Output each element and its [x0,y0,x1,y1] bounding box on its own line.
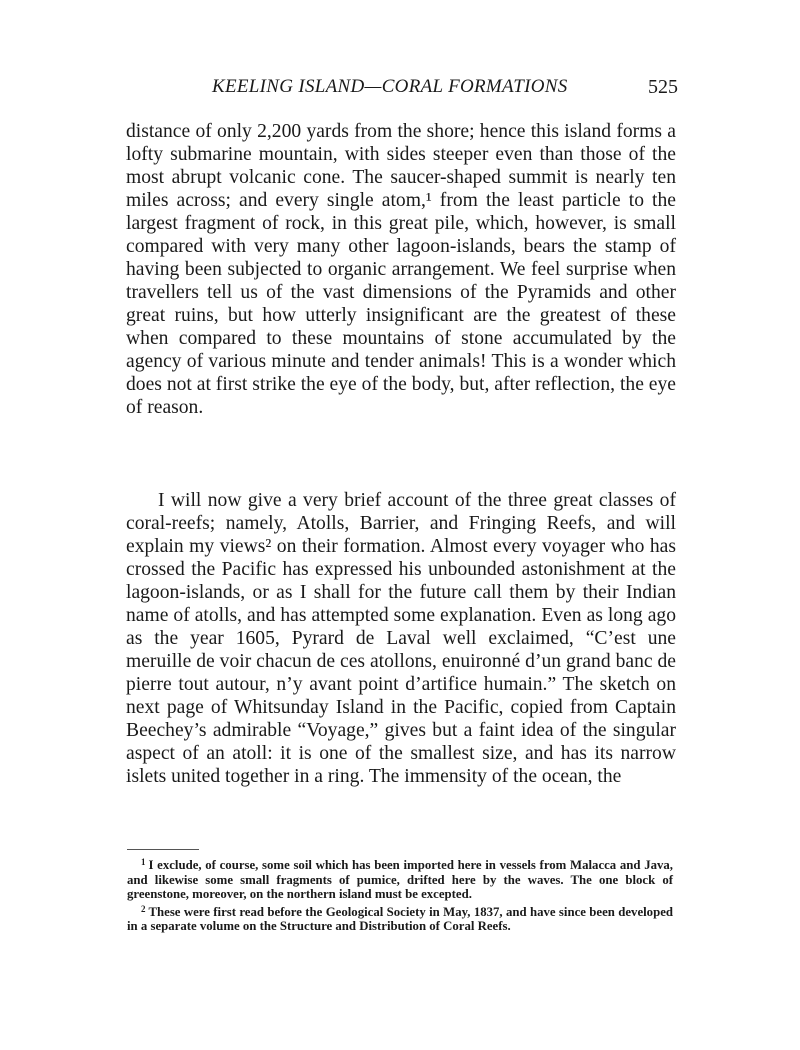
footnote-text: These were first read before the Geological Society in May, 1837, and have since been developed in a separate volume on the Structure and Distribution of Coral Reefs. [127,904,673,934]
footnote-mark: 1 [141,857,146,867]
paragraph-1 [126,120,676,419]
footnotes [127,855,673,934]
footnote-mark: 2 [141,903,146,914]
footnote-2 [127,902,673,934]
paragraph-text: I will now give a very brief account of the three great classes of coral-reefs; namely, Atolls, Barrier, and Fringing Reefs, and will explain my views² on their formation. Almost every voyager who has crossed the Pacific has expressed his unbounded astonishment at the lagoon-islands, or as I shall for the future call them by their Indian name of atolls, and has attempted some explanation. Even as long ago as the year 1605, Pyrard de Laval well exclaimed, “C’est une meruille de voir chacun de ces atollons, enuironné d’un grand banc de pierre tout autour, n’y avant point d’artifice humain.” The sketch on next page of Whitsunday Island in the Pacific, copied from Captain Beechey’s admirable “Voyage,” gives but a faint idea of the singular aspect of an atoll: it is one of the smallest size, and has its narrow islets united together in a ring. The immensity of the ocean, the [126,490,676,787]
running-head [126,76,678,102]
page-number: 525 [648,76,678,98]
paragraph-2 [126,489,676,788]
paragraph-text: distance of only 2,200 yards from the shore; hence this island forms a lofty submarine mountain, with sides steeper even than those of the most abrupt volcanic cone. The saucer-shaped summit is nearly ten miles across; and every single atom,¹ from the least particle to the largest fragment of rock, in this great pile, which, however, is small compared with very many other lagoon-islands, bears the stamp of having been subjected to organic arrangement. We feel surprise when travellers tell us of the vast dimensions of the Pyramids and other great ruins, but how utterly insignificant are the greatest of these when compared to these mountains of stone accumulated by the agency of various minute and tender animals! This is a wonder which does not at first strike the eye of the body, but, after reflection, the eye of reason. [126,121,676,418]
footnote-text: I exclude, of course, some soil which has been imported here in vessels from Malacca and Java, and likewise some small fragments of pumice, drifted here by the waves. The one block of greenstone, moreover, on the northern island must be excepted. [127,858,673,902]
running-title: KEELING ISLAND—CORAL FORMATIONS [212,76,568,97]
footnote-1 [127,855,673,902]
footnote-rule [127,849,199,850]
